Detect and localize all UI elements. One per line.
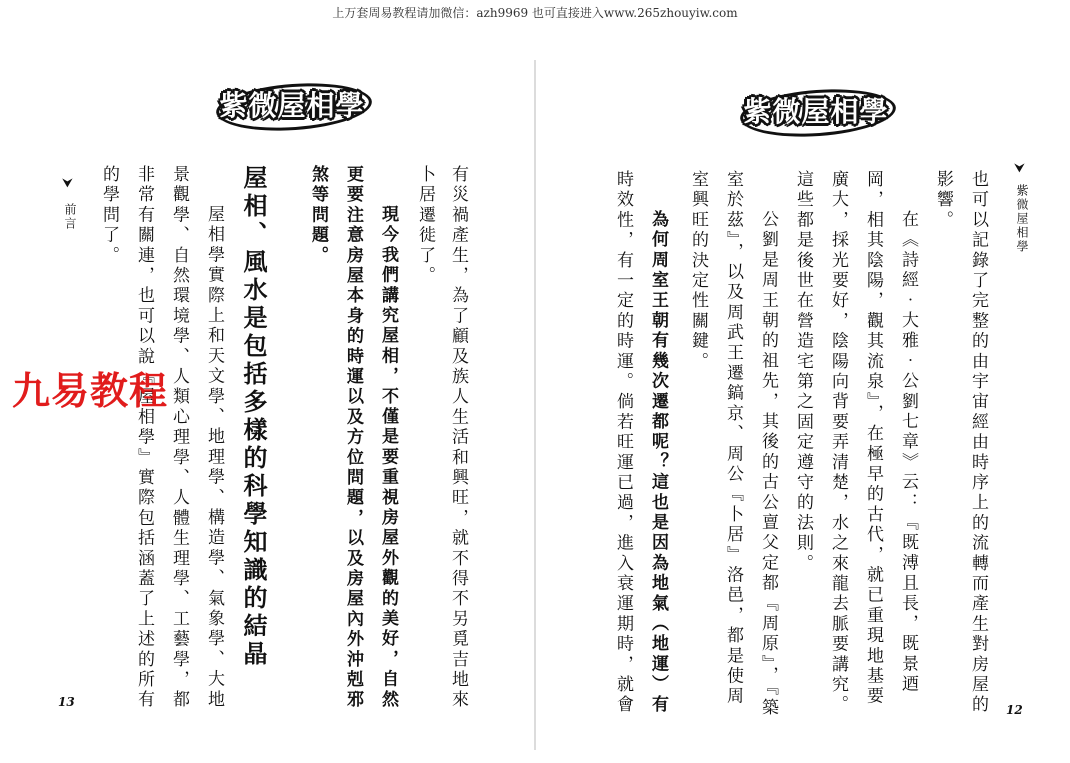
right-text-column-3: 在《詩經‧大雅‧公劉七章》云：『既溥且長，既景迺 [898,210,918,695]
left-text-column-3: 現今我們講究屋相，不僅是要重視房屋外觀的美好，自然 [378,205,398,710]
right-page [536,0,1070,763]
right-text-column-1: 也可以記錄了完整的由宇宙經由時序上的流轉而產生對房屋的 [968,170,988,716]
logo-text: 紫微屋相學 [219,89,365,122]
right-text-column-2: 影響。 [933,170,953,231]
right-text-column-7: 公劉是周王朝的祖先，其後的古公亶父定都『周原』，『築 [758,210,778,719]
right-text-column-6: 這些都是後世在營造宅第之固定遵守的法則。 [793,170,813,574]
left-text-column-8: 非常有關連，也可以說『屋相學』實際包括涵蓋了上述的所有 [134,165,154,711]
logo-text: 紫微屋相學 [743,95,889,128]
right-page-number: 12 [1006,703,1023,717]
right-text-column-8: 室於茲』，以及周武王遷鎬京、周公『卜居』洛邑，都是使周 [723,170,743,707]
right-logo [736,80,896,136]
right-text-column-10: 為何周室王朝有幾次遷都呢？這也是因為地氣（地運）有 [648,210,668,715]
chevron-down-icon: ⮟ [62,176,74,191]
left-text-column-4: 更要注意房屋本身的時運以及方位問題，以及房屋內外沖剋邪 [343,165,363,711]
running-title: 紫微屋相學 [1015,184,1029,254]
watermark-text: 九易教程 [12,369,169,413]
left-text-column-2: 卜居遷徙了。 [415,165,435,287]
right-text-column-4: 岡，相其陰陽，觀其流泉』，在極早的古代，就已重現地基要 [863,170,883,707]
left-text-column-1: 有災禍產生，為了顧及族人生活和興旺，就不得不另覓吉地來 [448,165,468,711]
section-label: 前言 [63,203,77,231]
right-text-column-5: 廣大，採光要好，陰陽向背要弄清楚，水之來龍去脈要講究。 [828,170,848,716]
header-banner: 上万套周易教程请加微信：azh9969 也可直接进入www.265zhouyiw.com [332,6,738,20]
left-text-column-7: 景觀學、自然環境學、人類心理學、人體生理學、工藝學，都 [169,165,189,711]
left-text-column-5: 煞等問題。 [308,165,328,266]
left-text-column-9: 的學問了。 [99,165,119,266]
left-page-number: 13 [58,695,75,709]
right-text-column-11: 時效性，有一定的時運。倘若旺運已過，進入衰運期時，就會 [613,170,633,716]
left-logo [212,74,372,130]
chevron-down-icon: ⮟ [1014,161,1026,176]
left-section-heading: 屋相、風水是包括多樣的科學知識的結晶 [239,165,267,669]
right-text-column-9: 室興旺的決定性關鍵。 [688,170,708,372]
left-text-column-6: 屋相學實際上和天文學、地理學、構造學、氣象學、大地 [204,205,224,710]
